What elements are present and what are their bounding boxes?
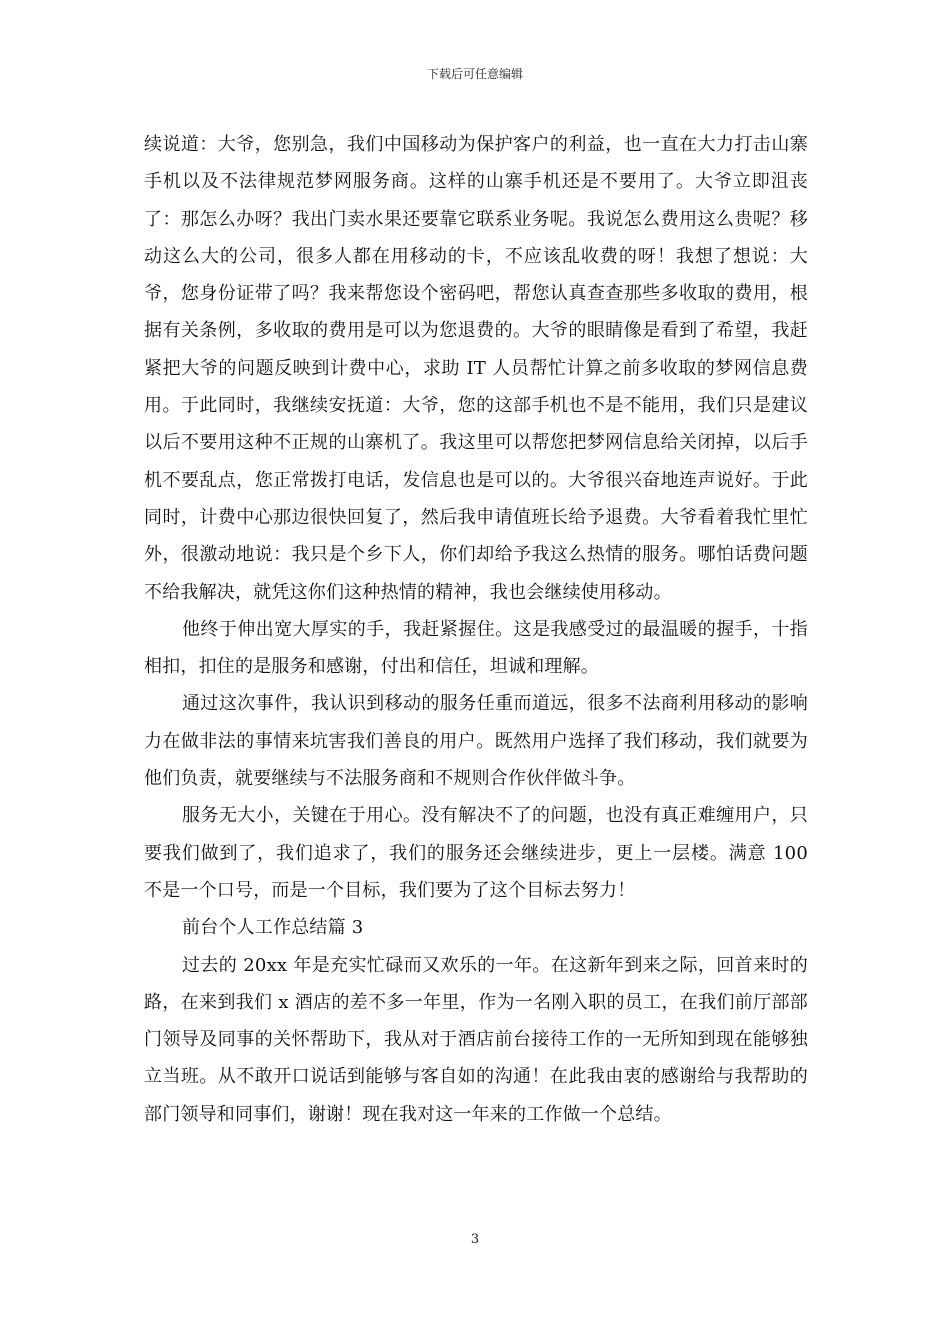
paragraph: 通过这次事件，我认识到移动的服务任重而道远，很多不法商利用移动的影响力在做非法的事情来坑害我们善良的用户。既然用户选择了我们移动，我们就要为他们负责，就要继续与不法服务商和不规则合作伙伴做斗争。 <box>144 693 808 790</box>
page-number: 3 <box>470 1232 480 1247</box>
paragraph: 过去的 20xx 年是充实忙碌而又欢乐的一年。在这新年到来之际，回首来时的路，在来到我们 x 酒店的差不多一年里，作为一名刚入职的员工，在我们前厅部部门领导及同事的关怀帮助下，我从对于酒店前台接待工作的一无所知到现在能够独立当班。从不敢开口说话到能够与客自如的沟通！在此我由衷的感谢给与我帮助的部门领导和同事们，谢谢！现在我对这一年来的工作做一个总结。 <box>144 954 808 1125</box>
paragraph: 服务无大小，关键在于用心。没有解决不了的问题，也没有真正难缠用户，只要我们做到了，我们追求了，我们的服务还会继续进步，更上一层楼。满意 100 不是一个口号，而是一个目标，我们要为了这个目标去努力！ <box>144 805 808 901</box>
page-header: 下载后可任意编辑 <box>426 67 523 81</box>
document-body <box>144 126 808 1133</box>
paragraph: 他终于伸出宽大厚实的手，我赶紧握住。这是我感受过的最温暖的握手，十指相扣，扣住的是服务和感谢，付出和信任，坦诚和理解。 <box>144 618 808 678</box>
paragraph: 续说道：大爷，您别急，我们中国移动为保护客户的利益，也一直在大力打击山寨手机以及不法律规范梦网服务商。这样的山寨手机还是不要用了。大爷立即沮丧了：那怎么办呀？我出门卖水果还要靠它联系业务呢。我说怎么费用这么贵呢？移动这么大的公司，很多人都在用移动的卡，不应该乱收费的呀！我想了想说：大爷，您身份证带了吗？我来帮您设个密码吧，帮您认真查查那些多收取的费用，根据有关条例，多收取的费用是可以为您退费的。大爷的眼睛像是看到了希望，我赶紧把大爷的问题反映到计费中心，求助 IT 人员帮忙计算之前多收取的梦网信息费用。于此同时，我继续安抚道：大爷，您的这部手机也不是不能用，我们只是建议以后不要用这种不正规的山寨机了。我这里可以帮您把梦网信息给关闭掉，以后手机不要乱点，您正常拨打电话，发信息也是可以的。大爷很兴奋地连声说好。于此同时，计费中心那边很快回复了，然后我申请值班长给予退费。大爷看着我忙里忙外，很激动地说：我只是个乡下人，你们却给予我这么热情的服务。哪怕话费问题不给我解决，就凭这你们这种热情的精神，我也会继续使用移动。 <box>144 134 808 603</box>
section-heading: 前台个人工作总结篇 3 <box>182 917 364 939</box>
